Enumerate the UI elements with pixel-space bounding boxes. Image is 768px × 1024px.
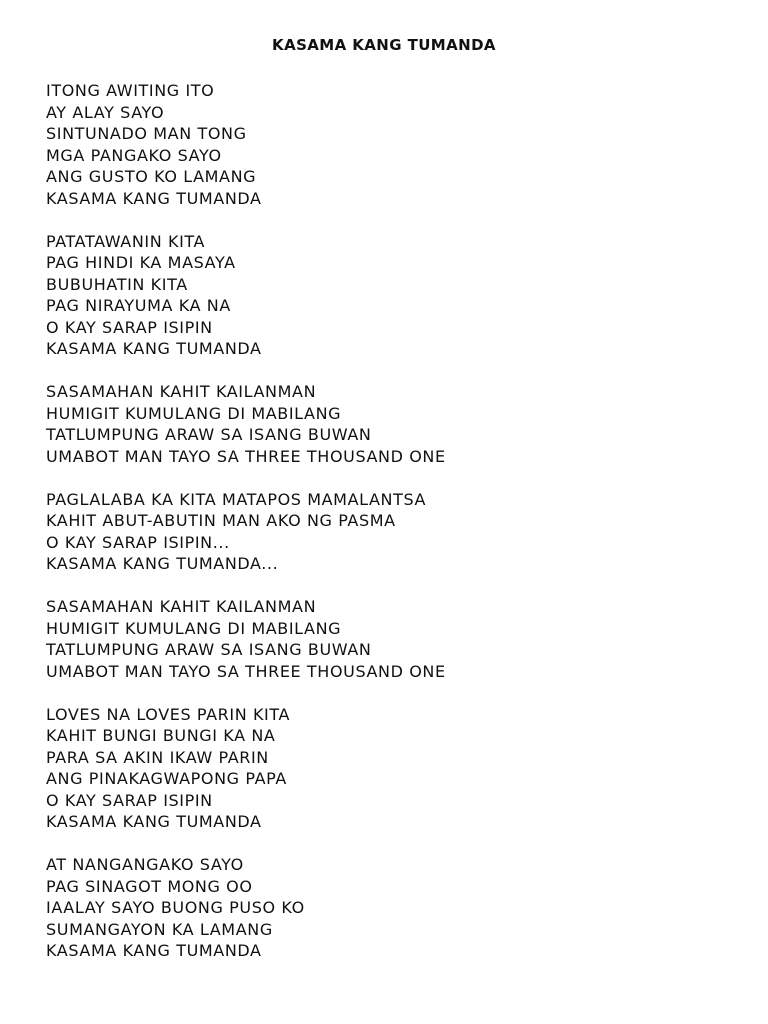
lyric-line: TATLUMPUNG ARAW SA ISANG BUWAN [46,425,372,444]
lyric-line: KASAMA KANG TUMANDA [46,941,262,960]
lyric-line: PAG NIRAYUMA KA NA [46,296,231,315]
lyric-line: AY ALAY SAYO [46,102,165,122]
lyric-line: UMABOT MAN TAYO SA THREE THOUSAND ONE [46,446,446,466]
lyric-line: MGA PANGAKO SAYO [46,145,222,165]
lyric-line: KASAMA KANG TUMANDA... [46,554,279,573]
lyric-line: IAALAY SAYO BUONG PUSO KO [46,898,305,917]
stanza [46,854,746,962]
lyric-line: PARA SA AKIN IKAW PARIN [46,747,269,767]
lyric-line: PATATAWANIN KITA [46,231,206,251]
lyric-line: LOVES NA LOVES PARIN KITA [46,704,291,724]
lyric-line: HUMIGIT KUMULANG DI MABILANG [46,403,342,423]
lyric-line: PAGLALABA KA KITA MATAPOS MAMALANTSA [46,489,427,509]
lyric-line: KASAMA KANG TUMANDA [46,339,262,358]
lyric-line: HUMIGIT KUMULANG DI MABILANG [46,618,342,638]
lyric-line: AT NANGANGAKO SAYO [46,855,244,874]
stanza [46,381,746,467]
lyric-line: SINTUNADO MAN TONG [46,124,247,143]
stanza [46,596,746,682]
song-title: KASAMA KANG TUMANDA [272,36,496,54]
lyric-line: SASAMAHAN KAHIT KAILANMAN [46,597,317,616]
lyric-line: O KAY SARAP ISIPIN [46,317,213,337]
lyric-line: TATLUMPUNG ARAW SA ISANG BUWAN [46,640,372,659]
lyric-line: SASAMAHAN KAHIT KAILANMAN [46,382,317,401]
lyric-line: ANG PINAKAGWAPONG PAPA [46,769,287,788]
lyric-line: ANG GUSTO KO LAMANG [46,167,257,186]
lyric-line: KASAMA KANG TUMANDA [46,188,262,208]
lyric-line: KAHIT BUNGI BUNGI KA NA [46,726,276,745]
lyric-line: KAHIT ABUT-ABUTIN MAN AKO NG PASMA [46,511,396,530]
lyric-line: PAG SINAGOT MONG OO [46,876,253,896]
stanza [46,80,746,209]
lyric-line: PAG HINDI KA MASAYA [46,253,236,272]
lyric-line: UMABOT MAN TAYO SA THREE THOUSAND ONE [46,661,446,681]
lyrics-body [46,80,746,983]
stanza [46,231,746,360]
lyric-line: O KAY SARAP ISIPIN [46,790,213,810]
lyric-line: BUBUHATIN KITA [46,274,188,294]
stanza [46,704,746,833]
lyric-line: ITONG AWITING ITO [46,81,215,100]
lyric-line: O KAY SARAP ISIPIN... [46,532,230,552]
stanza [46,489,746,575]
lyric-line: SUMANGAYON KA LAMANG [46,919,273,939]
lyric-line: KASAMA KANG TUMANDA [46,812,262,831]
